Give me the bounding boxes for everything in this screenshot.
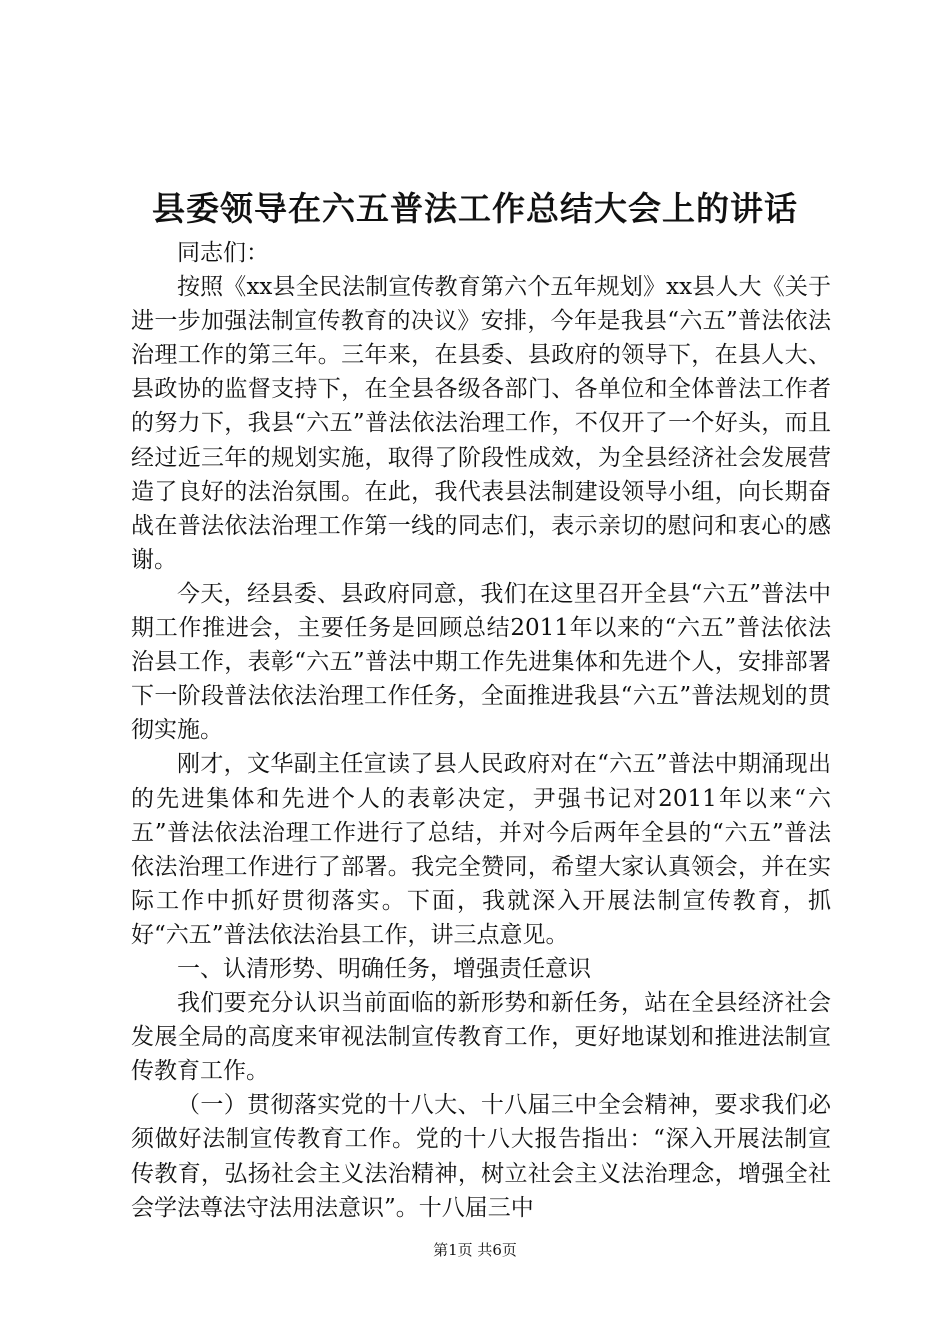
section-paragraph-1: 我们要充分认识当前面临的新形势和新任务，站在全县经济社会发展全局的高度来审视法制宣传教育工作，更好地谋划和推进法制宣传教育工作。 [131, 990, 831, 1085]
document-body [131, 236, 831, 1225]
salutation: 同志们： [177, 240, 269, 266]
page-number: 第1页 共6页 [433, 1241, 517, 1259]
paragraph-3: 刚才，文华副主任宣读了县人民政府对在“六五”普法中期涌现出的先进集体和先进个人的表彰决定，尹强书记对2011年以来“六五”普法依法治理工作进行了总结，并对今后两年全县的“六五”普法依法治理工作进行了部署。我完全赞同，希望大家认真领会，并在实际工作中抓好贯彻落实。下面，我就深入开展法制宣传教育，抓好“六五”普法依法治县工作，讲三点意见。 [131, 751, 831, 948]
section-paragraph-2: （一）贯彻落实党的十八大、十八届三中全会精神，要求我们必须做好法制宣传教育工作。党的十八大报告指出：“深入开展法制宣传教育，弘扬社会主义法治精神，树立社会主义法治理念，增强全社会学法尊法守法用法意识”。十八届三中 [131, 1092, 831, 1221]
paragraph-2: 今天，经县委、县政府同意，我们在这里召开全县“六五”普法中期工作推进会，主要任务是回顾总结2011年以来的“六五”普法依法治县工作，表彰“六五”普法中期工作先进集体和先进个人，安排部署下一阶段普法依法治理工作任务，全面推进我县“六五”普法规划的贯彻实施。 [131, 580, 831, 744]
document-title: 县委领导在六五普法工作总结大会上的讲话 [152, 189, 798, 228]
paragraph-1: 按照《xx县全民法制宣传教育第六个五年规划》xx县人大《关于进一步加强法制宣传教育的决议》安排，今年是我县“六五”普法依法治理工作的第三年。三年来，在县委、县政府的领导下，在县人大、县政协的监督支持下，在全县各级各部门、各单位和全体普法工作者的努力下，我县“六五”普法依法治理工作，不仅开了一个好头，而且经过近三年的规划实施，取得了阶段性成效，为全县经济社会发展营造了良好的法治氛围。在此，我代表县法制建设领导小组，向长期奋战在普法依法治理工作第一线的同志们，表示亲切的慰问和衷心的感谢。 [131, 274, 831, 573]
section-heading: 一、认清形势、明确任务，增强责任意识 [177, 955, 591, 982]
